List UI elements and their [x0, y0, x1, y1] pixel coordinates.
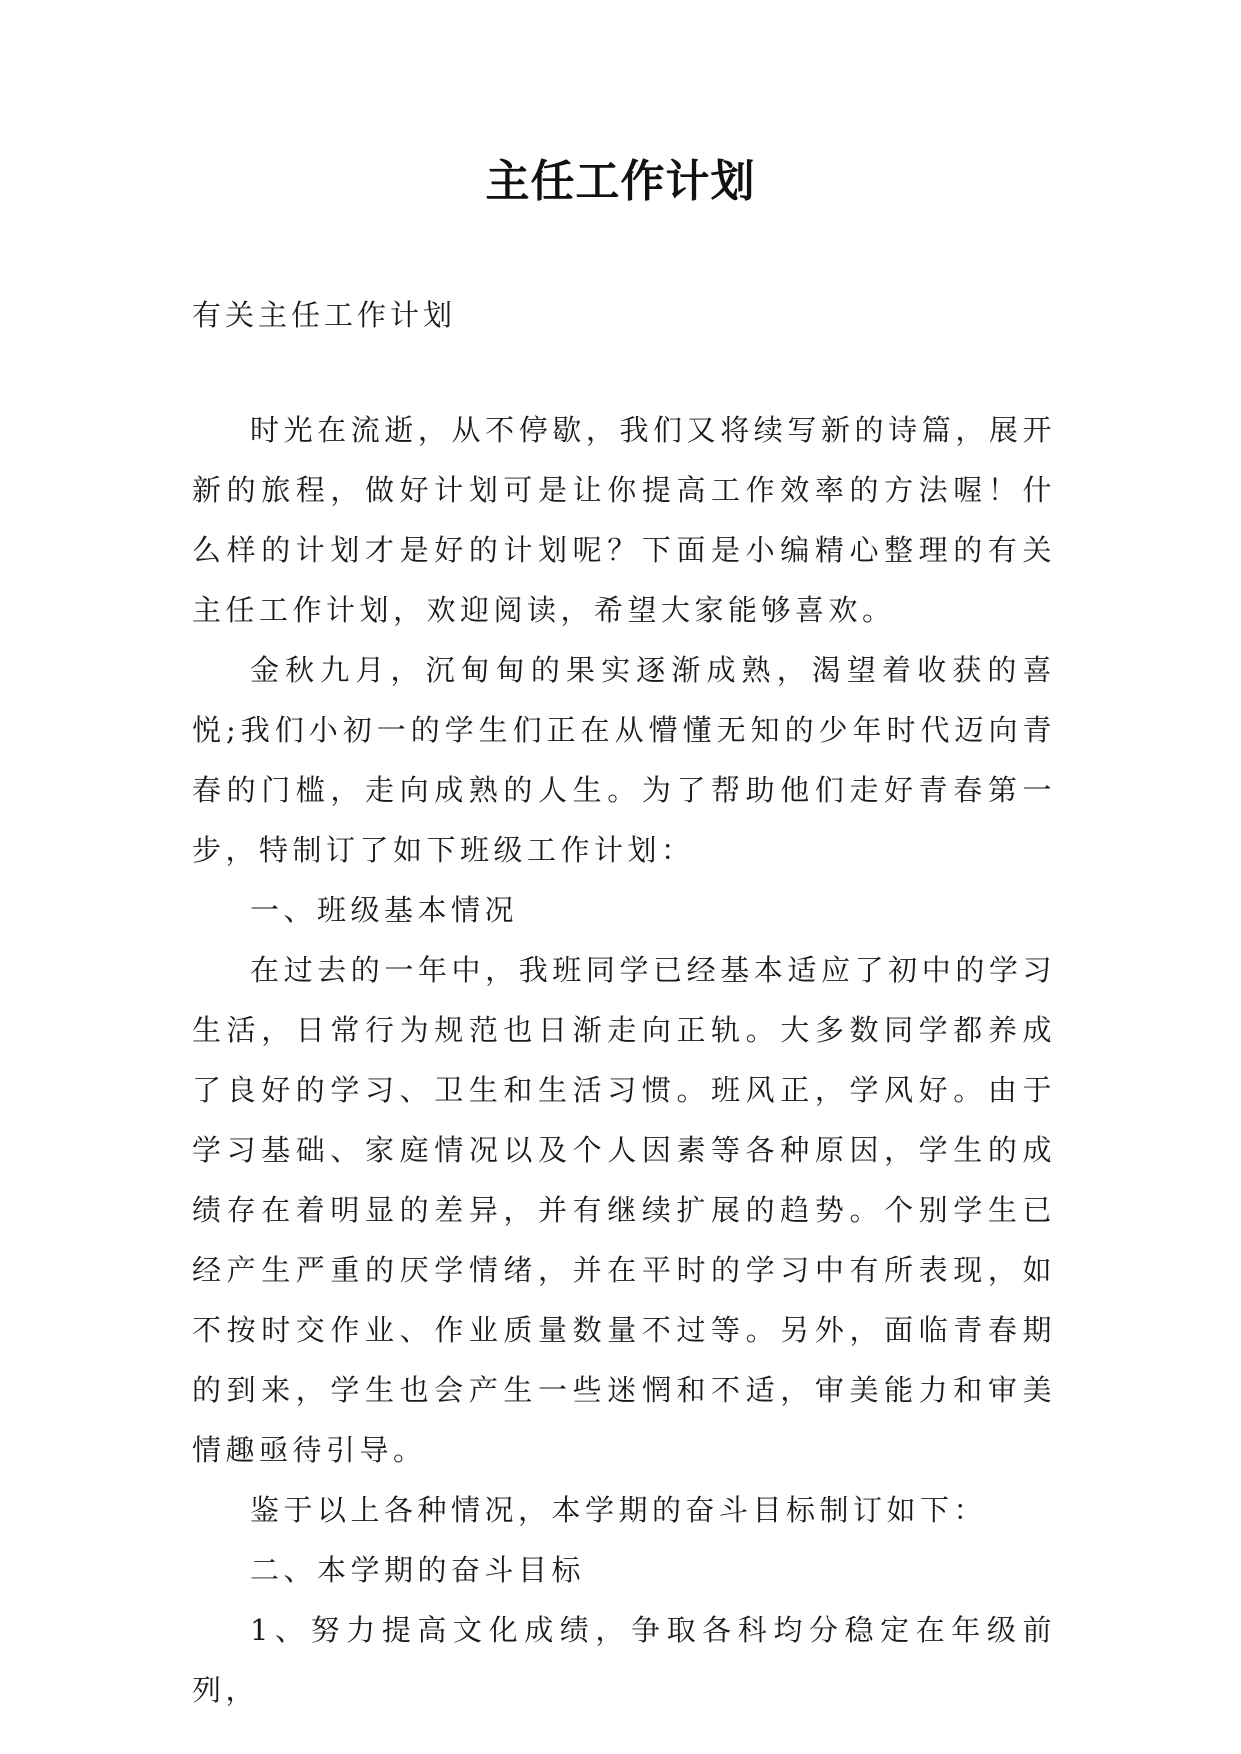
- paragraph-goal-1: 1、努力提高文化成绩，争取各科均分稳定在年级前列，: [192, 1613, 1056, 1707]
- paragraph-class-situation: 在过去的一年中，我班同学已经基本适应了初中的学习生活，日常行为规范也日渐走向正轨。大多数同学都养成了良好的学习、卫生和生活习惯。班风正，学风好。由于学习基础、家庭情况以及个人因素等各种原因，学生的成绩存在着明显的差异，并有继续扩展的趋势。个别学生已经产生严重的厌学情绪，并在平时的学习中有所表现，如不按时交作业、作业质量数量不过等。另外，面临青春期的到来，学生也会产生一些迷惘和不适，审美能力和审美情趣亟待引导。: [192, 953, 1056, 1467]
- paragraph-intro: 时光在流逝，从不停歇，我们又将续写新的诗篇，展开新的旅程，做好计划可是让你提高工作效率的方法喔！什么样的计划才是好的计划呢？下面是小编精心整理的有关主任工作计划，欢迎阅读，希望大家能够喜欢。: [192, 413, 1056, 627]
- document-title: 主任工作计划: [485, 156, 756, 207]
- section-heading-goals: 二、本学期的奋斗目标: [250, 1553, 586, 1587]
- document-body: [192, 400, 1056, 1720]
- paragraph-background: 金秋九月，沉甸甸的果实逐渐成熟，渴望着收获的喜悦;我们小初一的学生们正在从懵懂无知的少年时代迈向青春的门槛，走向成熟的人生。为了帮助他们走好青春第一步，特制订了如下班级工作计划：: [192, 653, 1056, 867]
- section-heading-class-situation: 一、班级基本情况: [250, 893, 519, 927]
- document-subtitle: 有关主任工作计划: [192, 298, 457, 332]
- paragraph-goals-intro: 鉴于以上各种情况，本学期的奋斗目标制订如下：: [250, 1493, 988, 1527]
